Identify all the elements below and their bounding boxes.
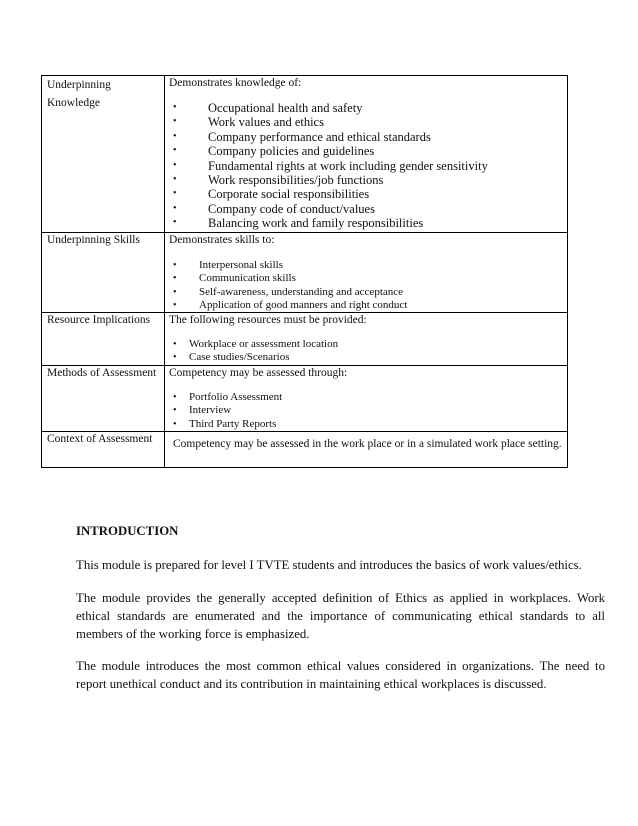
knowledge-list (169, 101, 563, 231)
list-item (169, 115, 563, 129)
list-item-text: Work responsibilities/job functions (208, 173, 384, 188)
list-item (169, 418, 563, 431)
list-item (169, 404, 563, 417)
row-label: Methods of Assessment (47, 367, 157, 380)
list-item-text: Fundamental rights at work including gender sensitivity (208, 158, 488, 173)
list-item (169, 187, 563, 201)
row-label-cell (42, 366, 165, 432)
row-label-cell (42, 233, 165, 313)
list-item-text: Interpersonal skills (199, 259, 284, 271)
row-label-cell (42, 76, 165, 233)
row-content-cell (165, 366, 568, 432)
list-item-text: Portfolio Assessment (189, 391, 283, 404)
list-item-text: Third Party Reports (189, 417, 277, 430)
row-content-cell (165, 313, 568, 366)
list-item (169, 159, 563, 173)
bullet-icon: • (173, 299, 177, 311)
bullet-icon: • (173, 217, 177, 229)
table-row (42, 76, 568, 233)
list-item-text: Workplace or assessment location (189, 338, 339, 351)
list-item-text: Balancing work and family responsibilities (208, 216, 424, 231)
intro-paragraph-3: The module introduces the most common ethical values considered in organizations. The need to report unethical conduct and its contribution in maintaining ethical workplaces is discussed. (76, 659, 605, 691)
row-content-cell (165, 233, 568, 313)
introduction-heading: INTRODUCTION (76, 524, 179, 538)
context-text: Competency may be assessed in the work place or in a simulated work place setting. (173, 438, 562, 451)
bullet-icon: • (173, 339, 177, 351)
intro-paragraph-1: This module is prepared for level I TVTE students and introduces the basics of work values/ethics. (76, 558, 582, 572)
list-item-text: Self-awareness, understanding and acceptance (199, 285, 404, 298)
list-item (169, 351, 563, 364)
row-label-cell (42, 432, 165, 468)
list-item (169, 338, 563, 351)
list-item-text: Case studies/Scenarios (189, 351, 290, 364)
list-item (169, 286, 563, 299)
bullet-icon: • (173, 145, 177, 157)
list-item-text: Company policies and guidelines (208, 144, 375, 159)
row-label-cell (42, 313, 165, 366)
bullet-icon: • (173, 159, 177, 171)
resources-list (169, 338, 563, 365)
list-item (169, 101, 563, 115)
methods-list (169, 391, 563, 431)
row-label: Context of Assessment (47, 433, 153, 446)
bullet-icon: • (173, 116, 177, 128)
bullet-icon: • (173, 418, 177, 430)
bullet-icon: • (173, 260, 177, 271)
bullet-icon: • (173, 174, 177, 186)
row-content-cell (165, 432, 568, 468)
table-row (42, 233, 568, 313)
row-label: Resource Implications (47, 314, 151, 327)
list-item (169, 202, 563, 216)
bullet-icon: • (173, 286, 177, 298)
list-item-text: Occupational health and safety (208, 101, 363, 115)
row-label: Underpinning Skills (47, 234, 140, 246)
list-item (169, 216, 563, 230)
list-item (169, 144, 563, 158)
list-item-text: Work values and ethics (208, 115, 324, 130)
list-item (169, 299, 563, 312)
table-row (42, 366, 568, 432)
bullet-icon: • (173, 102, 177, 113)
row-intro: The following resources must be provided: (169, 314, 367, 327)
list-item-text: Application of good manners and right conduct (199, 298, 408, 311)
list-item-text: Company performance and ethical standards (208, 129, 431, 144)
table-row (42, 432, 568, 468)
list-item (169, 272, 563, 285)
list-item (169, 259, 563, 272)
list-item-text: Company code of conduct/values (208, 201, 375, 216)
row-intro: Competency may be assessed through: (169, 367, 348, 380)
bullet-icon: • (173, 202, 177, 214)
row-content-cell (165, 76, 568, 233)
row-intro: Demonstrates skills to: (169, 234, 275, 246)
list-item-text: Corporate social responsibilities (208, 187, 370, 202)
list-item (169, 173, 563, 187)
list-item (169, 130, 563, 144)
intro-paragraph-2: The module provides the generally accepted definition of Ethics as applied in workplaces. Work ethical standards are enumerated and the importance of communicating ethical standards to all members of the working force is emphasized. (76, 591, 605, 641)
list-item-text: Communication skills (199, 272, 296, 285)
bullet-icon: • (173, 273, 177, 285)
bullet-icon: • (173, 352, 177, 364)
list-item-text: Interview (189, 404, 232, 417)
bullet-icon: • (173, 392, 177, 404)
bullet-icon: • (173, 405, 177, 417)
competency-table (41, 75, 568, 468)
bullet-icon: • (173, 188, 177, 200)
list-item (169, 391, 563, 404)
skills-list (169, 259, 563, 312)
table-row (42, 313, 568, 366)
bullet-icon: • (173, 130, 177, 142)
row-label: Underpinning Knowledge (47, 79, 111, 109)
row-intro: Demonstrates knowledge of: (169, 77, 302, 89)
